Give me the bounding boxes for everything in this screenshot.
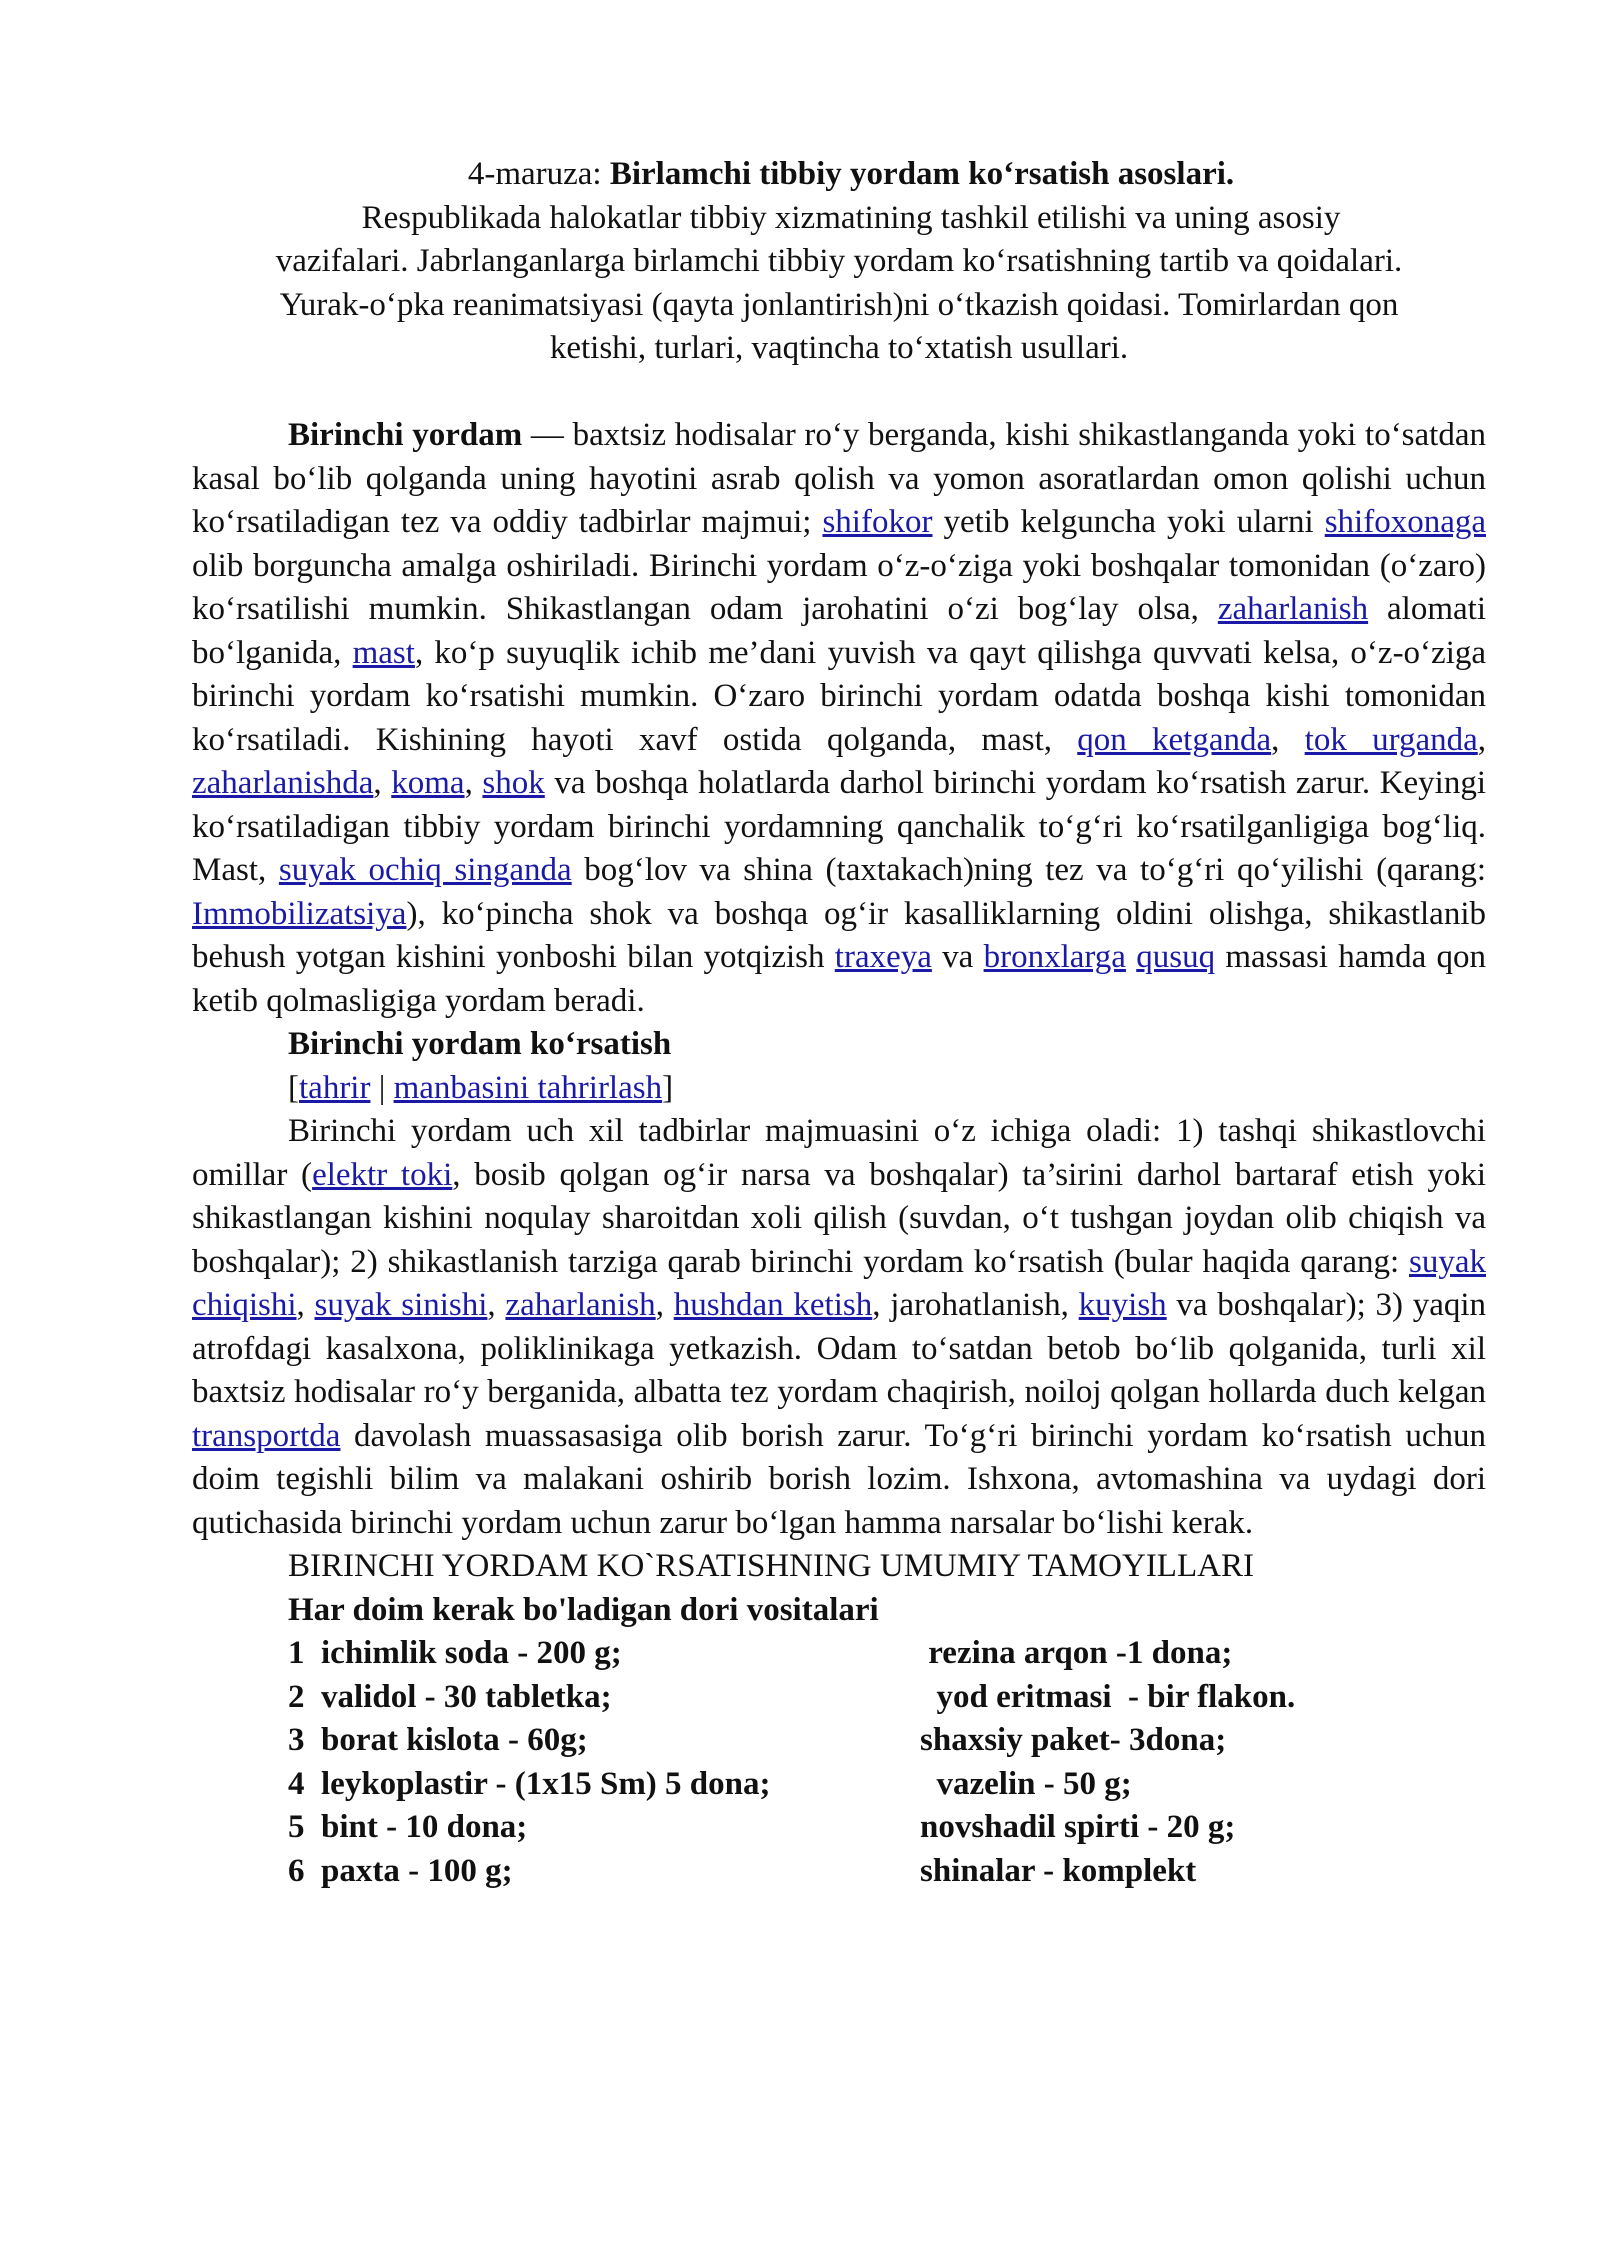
text-run: va boshqalar); 3) yaqin atrofdagi kasalxona, poliklinikaga yetkazish. Odam to‘satdan betob bo‘lib qolganida, turli xil baxtsiz hodisalar ro‘y berganida, albatta tez yordam chaqirish, noiloj qolgan hollarda duch kelgan	[192, 1287, 1487, 1410]
item-left: 2 validol - 30 tabletka;	[288, 1678, 612, 1715]
paragraph-measures	[192, 1110, 1486, 1545]
link-qusuq[interactable]: qusuq	[1136, 939, 1216, 975]
link-shok[interactable]: shok	[482, 765, 545, 801]
link-suyak-ochiq-singanda[interactable]: suyak ochiq singanda	[278, 852, 572, 888]
text-run: ,	[655, 1287, 674, 1323]
text-run: olib borguncha amalga oshiriladi. Birinchi yordam o‘z-o‘ziga yoki boshqalar tomonidan (o‘zaro) ko‘rsatilishi mumkin. Shikastlangan odam jarohatini o‘zi bog‘lay olsa,	[192, 547, 1486, 627]
link-suyak-sinishi[interactable]: suyak sinishi	[314, 1287, 488, 1323]
link-suyak-chiqishi[interactable]: suyak chiqishi	[192, 1243, 1486, 1323]
text-run: bog‘lov va shina (taxtakach)ning tez va to‘g‘ri qo‘yilishi (qarang:	[571, 852, 1487, 888]
text-run: davolash muassasasiga olib borish zarur. To‘g‘ri birinchi yordam ko‘rsatish uchun doim tegishli bilim va malakani oshirib borish lozim. Ishxona, avtomashina va uydagi dori qutichasida birinchi yordam uchun zarur bo‘lgan hamma narsalar bo‘lishi kerak.	[192, 1417, 1486, 1541]
separator: |	[370, 1069, 394, 1106]
list-item	[192, 1850, 1486, 1894]
item-right: novshadil spirti - 20 g;	[920, 1809, 1236, 1845]
link-qon-ketganda[interactable]: qon ketganda	[1077, 721, 1272, 758]
term-birinchi-yordam: Birinchi yordam	[288, 417, 523, 453]
text-run: ,	[296, 1287, 315, 1323]
link-hushdan-ketish[interactable]: hushdan ketish	[673, 1287, 873, 1323]
subtitle-line: ketishi, turlari, vaqtincha to‘xtatish usullari.	[549, 330, 1129, 366]
principles-heading: BIRINCHI YORDAM KO`RSATISHNING UMUMIY TAMOYILLARI	[288, 1548, 1254, 1584]
text-run: ,	[1477, 721, 1487, 758]
link-zaharlanishda[interactable]: zaharlanishda	[192, 765, 374, 801]
list-item	[192, 1719, 1486, 1763]
link-bronxlarga[interactable]: bronxlarga	[983, 939, 1126, 975]
link-manbasini-tahrirlash[interactable]: manbasini tahrirlash	[393, 1069, 663, 1106]
link-elektr-toki[interactable]: elektr toki	[312, 1156, 453, 1193]
link-shifokor[interactable]: shifokor	[822, 504, 933, 540]
item-right: yod eritmasi - bir flakon.	[920, 1678, 1296, 1715]
list-item	[192, 1676, 1486, 1720]
text-run: Birinchi yordam uch xil tadbirlar majmuasini o‘z ichiga oladi: 1) tashqi shikastlovchi omillar (	[192, 1113, 1486, 1193]
item-right: rezina arqon -1 dona;	[920, 1635, 1233, 1671]
link-immobilizatsiya[interactable]: Immobilizatsiya	[192, 895, 407, 932]
text-run: , bosib qolgan og‘ir narsa va boshqalar) ta’sirini darhol bartaraf etish yoki shikastlangan kishini noqulay sharoitdan xoli qilish (suvdan, o‘t tushgan joydan olib chiqish va boshqalar); 2) shikastlanish tarziga qarab birinchi yordam ko‘rsatish (bular haqida qarang:	[192, 1156, 1486, 1280]
list-item	[192, 1763, 1486, 1807]
medicine-list	[192, 1632, 1486, 1893]
text-run: — baxtsiz hodisalar ro‘y berganda, kishi shikastlanganda yoki to‘satdan kasal bo‘lib qolganda uning hayotini asrab qolish va yomon asoratlardan omon qolishi uchun ko‘rsatiladigan tez va oddiy tadbirlar majmui;	[192, 417, 1486, 540]
item-left: 6 paxta - 100 g;	[288, 1852, 513, 1889]
item-right: shaxsiy paket- 3dona;	[920, 1722, 1227, 1758]
link-mast[interactable]: mast	[352, 634, 415, 671]
paragraph-definition	[192, 414, 1486, 1023]
text-run: , jarohatlanish,	[872, 1287, 1079, 1323]
item-left: 5 bint - 10 dona;	[288, 1809, 528, 1845]
link-kuyish[interactable]: kuyish	[1078, 1287, 1167, 1323]
text-run	[1126, 939, 1136, 975]
subtitle-line: Yurak-o‘pka reanimatsiyasi (qayta jonlantirish)ni o‘tkazish qoidasi. Tomirlardan qon	[279, 286, 1399, 323]
list-item	[192, 1632, 1486, 1676]
text-run: ), ko‘pincha shok va boshqa og‘ir kasalliklarning oldini olishga, shikastlanib behush yotgan kishini yonboshi bilan yotqizish	[192, 895, 1486, 975]
lecture-subtitle	[192, 197, 1486, 371]
text-run: yetib kelguncha yoki ularni	[932, 504, 1325, 540]
bracket: ]	[662, 1069, 674, 1106]
document-content	[192, 153, 1486, 1893]
item-left: 3 borat kislota - 60g;	[288, 1722, 588, 1758]
lecture-number: 4-maruza:	[467, 156, 610, 192]
text-run: va	[931, 939, 984, 975]
item-right: shinalar - komplekt	[920, 1852, 1197, 1889]
link-zaharlanish[interactable]: zaharlanish	[1217, 591, 1369, 627]
link-transportda[interactable]: transportda	[192, 1417, 341, 1454]
link-tok-urganda[interactable]: tok urganda	[1304, 721, 1478, 758]
link-zaharlanish-2[interactable]: zaharlanish	[505, 1287, 656, 1323]
section-heading: Birinchi yordam ko‘rsatish	[288, 1026, 672, 1062]
subtitle-line: Respublikada halokatlar tibbiy xizmatining tashkil etilishi va uning asosiy	[361, 199, 1341, 236]
text-run: ,	[487, 1287, 506, 1323]
medicines-subheading: Har doim kerak bo'ladigan dori vositalari	[288, 1591, 879, 1628]
subtitle-line: vazifalari. Jabrlanganlarga birlamchi tibbiy yordam ko‘rsatishning tartib va qoidalari.	[275, 243, 1403, 279]
item-left: 4 leykoplastir - (1x15 Sm) 5 dona;	[288, 1765, 771, 1802]
item-right: vazelin - 50 g;	[920, 1765, 1132, 1802]
lecture-title-text: Birlamchi tibbiy yordam ko‘rsatish asoslari.	[609, 156, 1235, 192]
link-traxeya[interactable]: traxeya	[834, 939, 932, 975]
bracket: [	[288, 1069, 299, 1106]
text-run: ,	[464, 765, 483, 801]
text-run: ,	[373, 765, 392, 801]
link-shifoxonaga[interactable]: shifoxonaga	[1324, 504, 1486, 540]
text-run: alomati bo‘lganida,	[192, 591, 1486, 671]
link-koma[interactable]: koma	[391, 765, 465, 801]
edit-links	[192, 1067, 1486, 1111]
text-run: , ko‘p suyuqlik ichib me’dani yuvish va qayt qilishga quvvati kelsa, o‘z-o‘ziga birinchi yordam ko‘rsatishi mumkin. O‘zaro birinchi yordam odatda boshqa kishi tomonidan ko‘rsatiladi. Kishining hayoti xavf ostida qolganda, mast,	[192, 634, 1487, 758]
lecture-title	[216, 153, 1486, 197]
item-left: 1 ichimlik soda - 200 g;	[288, 1635, 622, 1671]
spacer	[192, 371, 1486, 415]
link-tahrir[interactable]: tahrir	[299, 1069, 371, 1106]
text-run: massasi hamda qon ketib qolmasligiga yordam beradi.	[192, 939, 1487, 1019]
text-run: va boshqa holatlarda darhol birinchi yordam ko‘rsatish zarur. Keyingi ko‘rsatiladigan tibbiy yordam birinchi yordamning qanchalik to‘g‘ri ko‘rsatilganligiga bog‘liq. Mast,	[192, 765, 1487, 888]
text-run: ,	[1271, 721, 1305, 758]
list-item	[192, 1806, 1486, 1850]
